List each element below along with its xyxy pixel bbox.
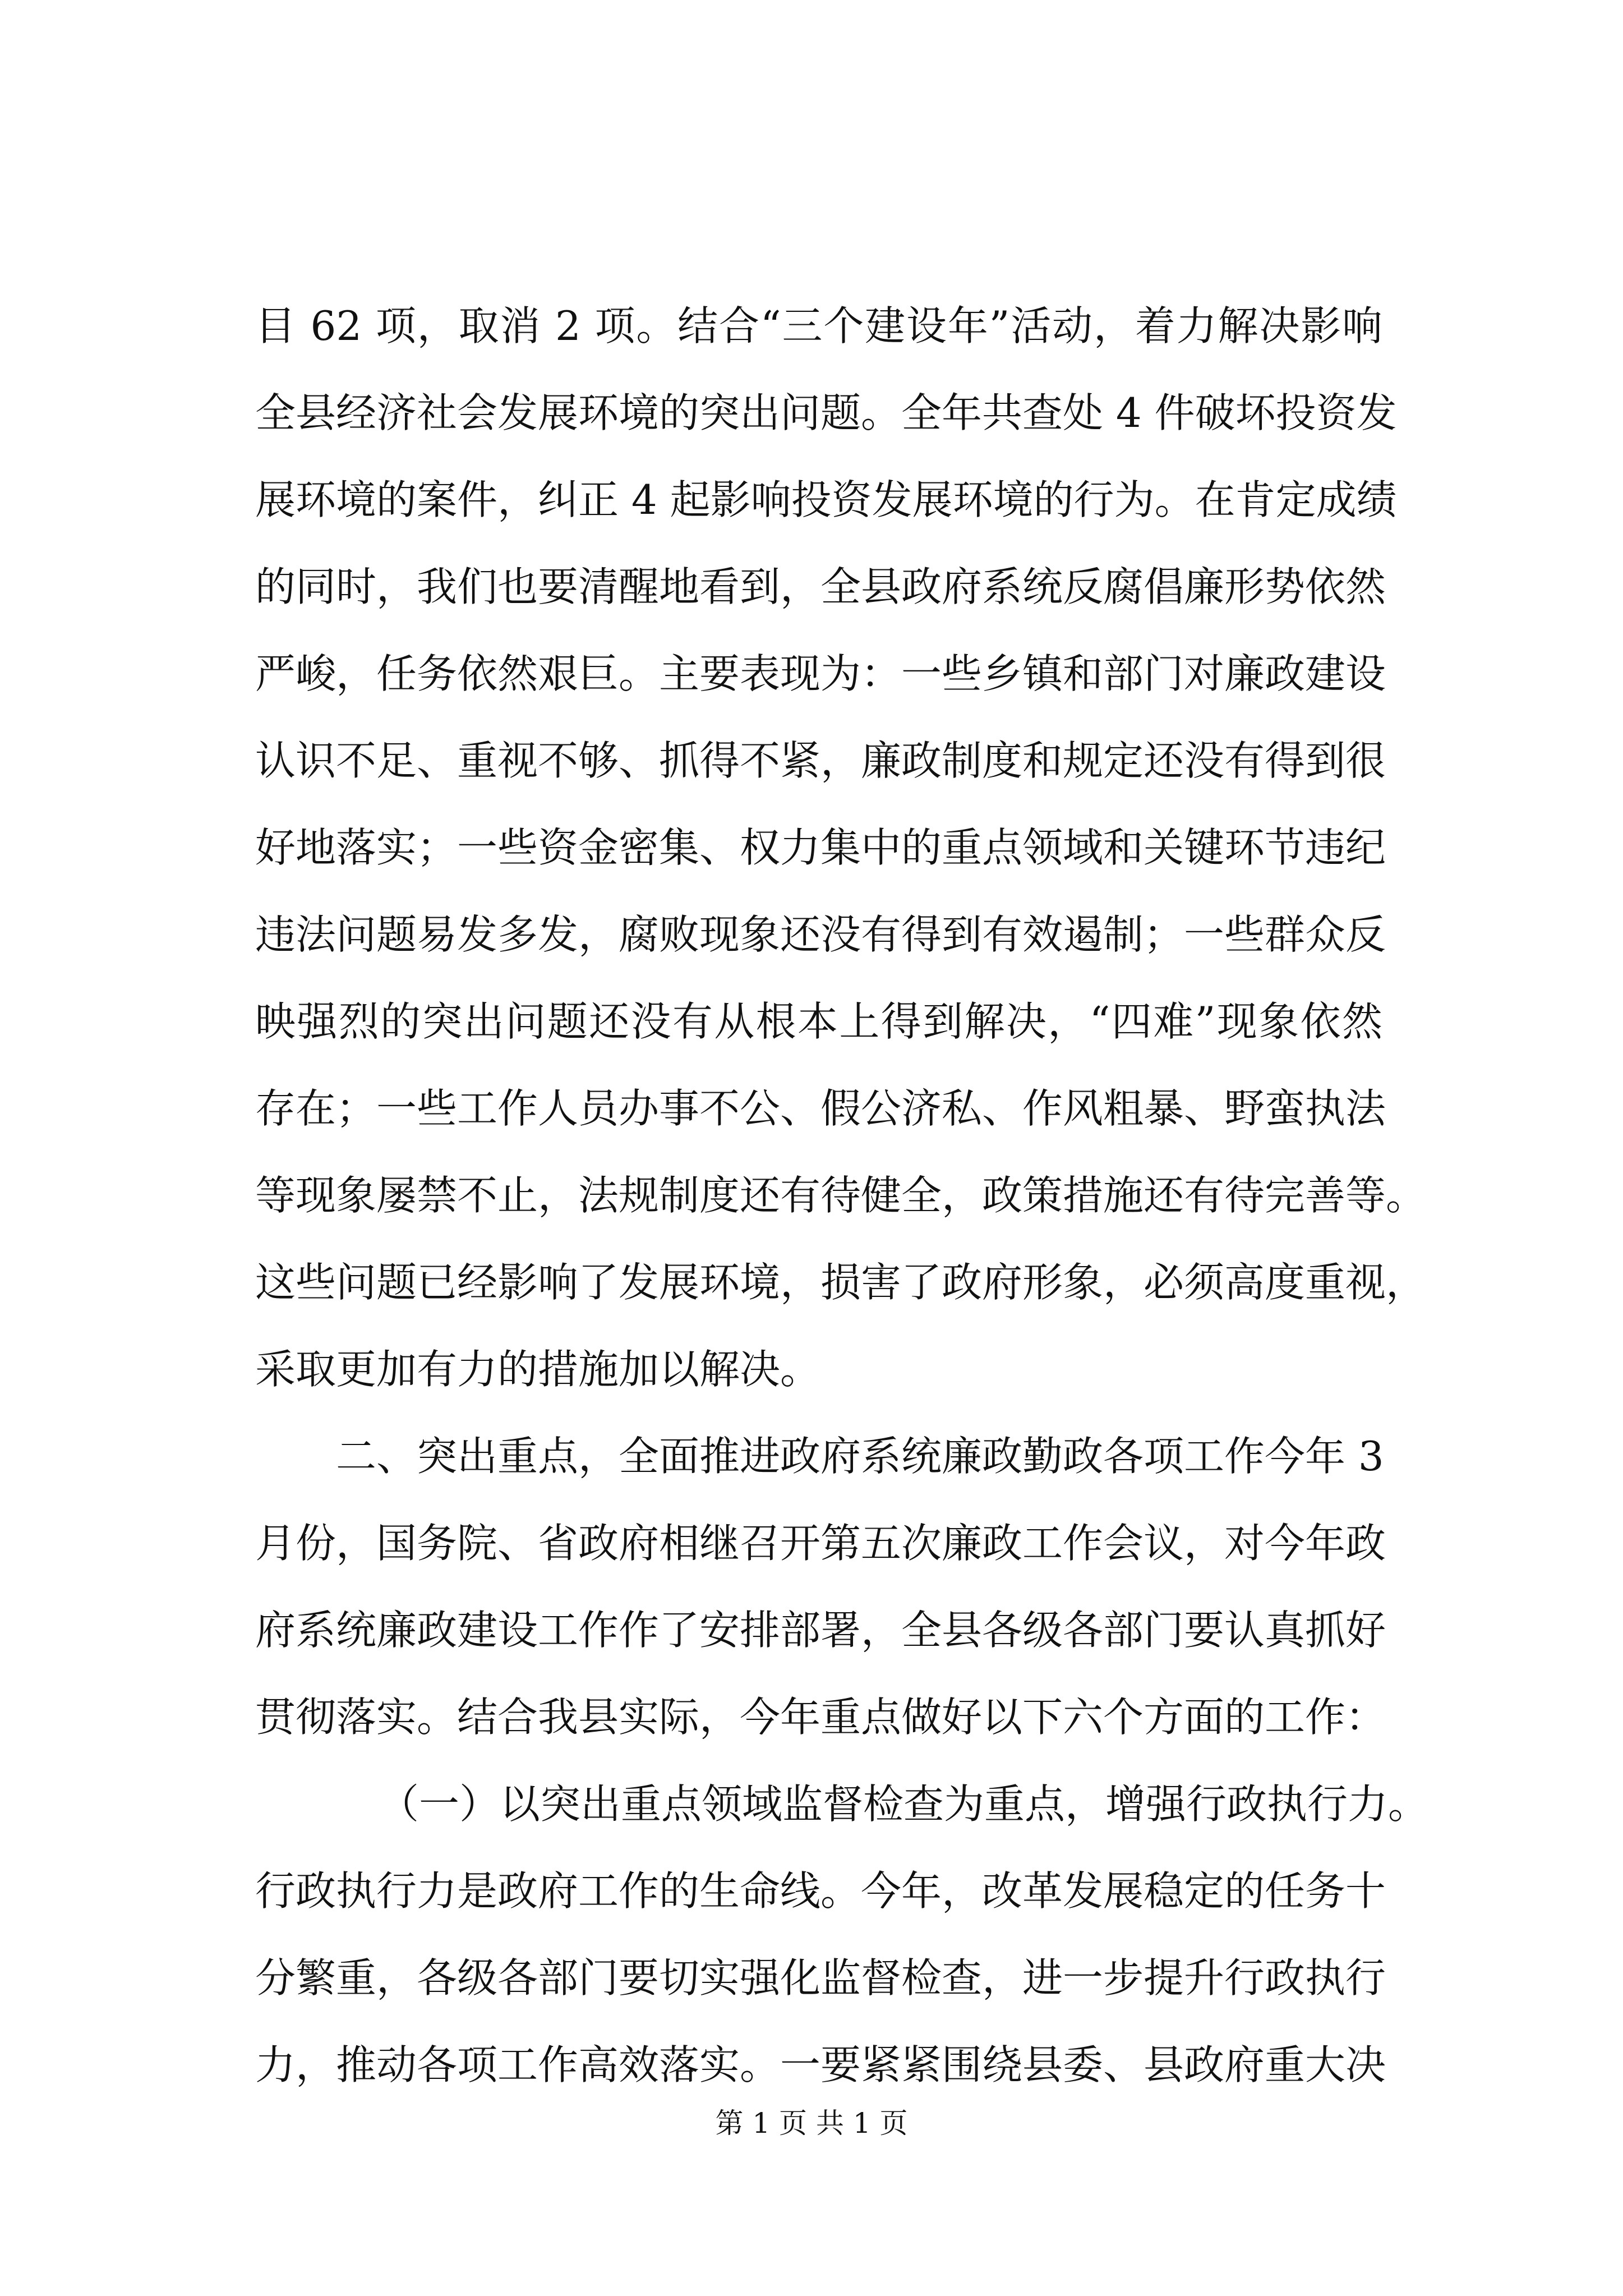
text-line: 采取更加有力的措施加以解决。 xyxy=(255,1346,821,1393)
page-footer xyxy=(0,2106,1623,2140)
section-heading-line: 二、突出重点，全面推进政府系统廉政勤政各项工作今年 3 xyxy=(336,1433,1384,1480)
text-line: 展环境的案件，纠正 4 起影响投资发展环境的行为。在肯定成绩 xyxy=(255,476,1397,523)
text-line: 严峻，任务依然艰巨。主要表现为：一些乡镇和部门对廉政建设 xyxy=(255,650,1386,697)
text-line: 认识不足、重视不够、抓得不紧，廉政制度和规定还没有得到很 xyxy=(255,737,1386,784)
text-line: 全县经济社会发展环境的突出问题。全年共查处 4 件破坏投资发 xyxy=(255,389,1397,436)
text-line: 的同时，我们也要清醒地看到，全县政府系统反腐倡廉形势依然 xyxy=(255,563,1386,610)
page-number: 第 1 页 共 1 页 xyxy=(715,2107,908,2139)
text-line: 好地落实；一些资金密集、权力集中的重点领域和关键环节违纪 xyxy=(255,824,1386,871)
text-line: 这些问题已经影响了发展环境，损害了政府形象，必须高度重视， xyxy=(255,1259,1427,1306)
subsection-heading-line: （一）以突出重点领域监督检查为重点，增强行政执行力。 xyxy=(379,1780,1429,1828)
text-line: 映强烈的突出问题还没有从根本上得到解决，“四难”现象依然 xyxy=(255,998,1382,1045)
text-line: 存在；一些工作人员办事不公、假公济私、作风粗暴、野蛮执法 xyxy=(255,1085,1386,1132)
text-line: 行政执行力是政府工作的生命线。今年，改革发展稳定的任务十 xyxy=(255,1867,1386,1915)
text-line: 目 62 项，取消 2 项。结合“三个建设年”活动，着力解决影响 xyxy=(255,302,1382,349)
text-line: 贯彻落实。结合我县实际，今年重点做好以下六个方面的工作： xyxy=(255,1694,1386,1741)
text-line: 力，推动各项工作高效落实。一要紧紧围绕县委、县政府重大决 xyxy=(255,2041,1386,2088)
text-line: 府系统廉政建设工作作了安排部署，全县各级各部门要认真抓好 xyxy=(255,1607,1386,1654)
text-line: 等现象屡禁不止，法规制度还有待健全，政策措施还有待完善等。 xyxy=(255,1172,1427,1219)
text-line: 违法问题易发多发，腐败现象还没有得到有效遏制；一些群众反 xyxy=(255,911,1386,958)
text-line: 月份，国务院、省政府相继召开第五次廉政工作会议，对今年政 xyxy=(255,1520,1386,1567)
text-line: 分繁重，各级各部门要切实强化监督检查，进一步提升行政执行 xyxy=(255,1954,1386,2001)
document-body xyxy=(255,283,1429,2109)
